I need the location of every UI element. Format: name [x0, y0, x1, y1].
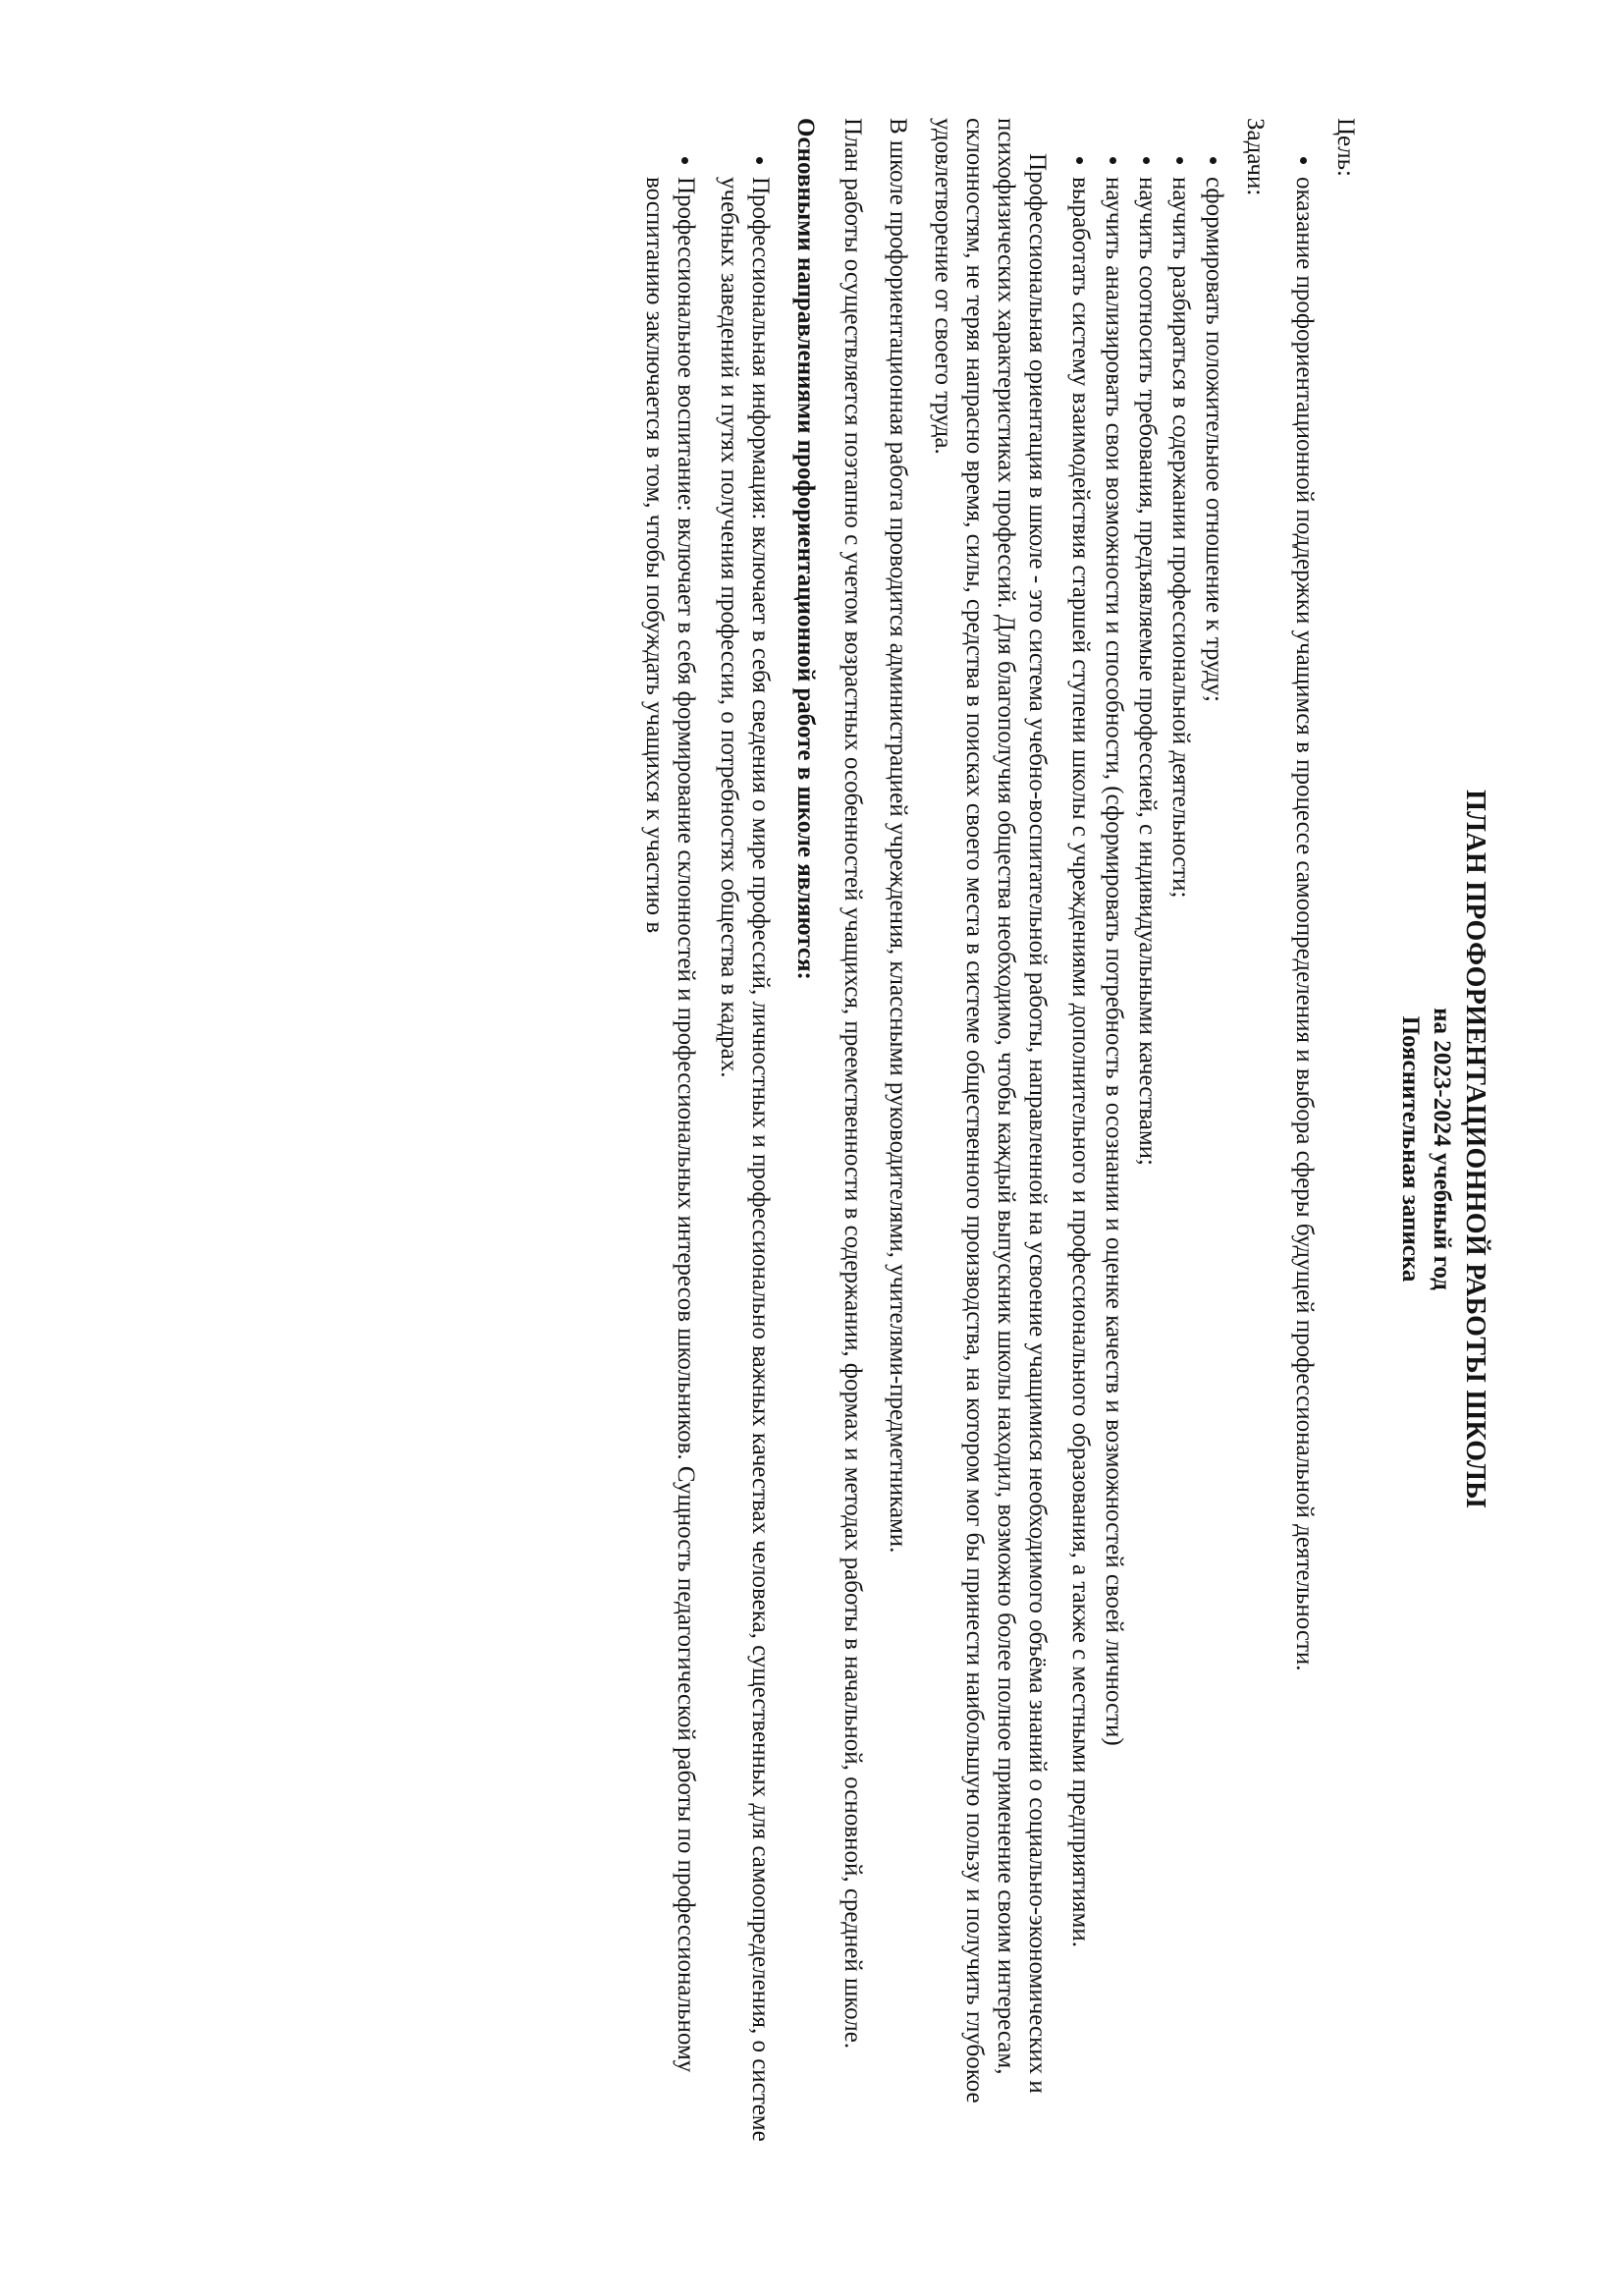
directions-list — [638, 118, 776, 2180]
tasks-list — [1064, 118, 1229, 2180]
goal-list — [1288, 118, 1320, 2180]
explanatory-note-heading: Пояснительная записка — [1397, 1015, 1425, 1283]
document-title: ПЛАН ПРОФОРИЕНТАЦИОННОЙ РАБОТЫ ШКОЛЫ — [1460, 790, 1490, 1508]
directions-heading: Основными направлениями профориентационной работе в школе являются: — [792, 118, 820, 980]
task-item: • сформировать положительное отношение к труду; — [1198, 177, 1229, 2180]
task-item: • выработать систему взаимодействия старшей ступени школы с учреждениями дополнительного и профессионального образования, а также с местными предприятиями. — [1064, 177, 1096, 2180]
task-item: • научить соотносить требования, предъявляемые профессией, с индивидуальными качествами; — [1131, 177, 1163, 2180]
direction-item: • Профессиональное воспитание: включает в себя формирование склонностей и профессиональных интересов школьников. Сущность педагогической работы по профессиональному воспитанию заключается в том, чтобы побуждать учащихся к участию в — [638, 177, 701, 2180]
paragraph-career-guidance: Профессиональная ориентация в школе - это система учебно-воспитательной работы, направленной на усвоение учащимися необходимого объёма знаний о социально-экономических и психофизических характеристиках профессий. Для благополучия общества необходимо, чтобы каждый выпускник школы находил, возможно более полное применение своим интересам, склонностям, не теряя напрасно время, силы, средства в поисках своего места в системе общественного производства, на котором мог бы принести наибольшую пользу и получить глубокое удовлетворение от своего труда. — [930, 118, 1052, 2104]
document-page — [20, 118, 1492, 2180]
tasks-label: Задачи: — [1242, 118, 1270, 196]
paragraph-plan-stages: План работы осуществляется поэтапно с учетом возрастных особенностей учащихся, преемственности в содержании, формах и методах работы в начальной, основной, средней школе. — [839, 118, 867, 2050]
goal-item: • оказание профориентационной поддержки учащимся в процессе самоопределения и выбора сферы будущей профессиональной деятельности. — [1288, 177, 1320, 2180]
title-block — [1394, 118, 1492, 2180]
task-item: • научить разбираться в содержании профессиональной деятельности; — [1164, 177, 1196, 2180]
document-subtitle: на 2023-2024 учебный год — [1429, 1008, 1456, 1290]
goal-label: Цель: — [1332, 118, 1360, 177]
task-item: • научить анализировать свои возможности и способности, (сформировать потребность в осознании и оценке качеств и возможностей своей личности) — [1098, 177, 1129, 2180]
direction-item: • Профессиональная информация: включает в себя сведения о мире профессий, личностных и профессионально важных качествах человека, существенных для самоопределения, о системе учебных заведений и путях получения профессии, о потребностях общества в кадрах. — [713, 177, 776, 2180]
paragraph-who-conducts: В школе профориентационная работа проводится администрацией учреждения, классными руководителями, учителями-предметниками. — [885, 118, 912, 1554]
